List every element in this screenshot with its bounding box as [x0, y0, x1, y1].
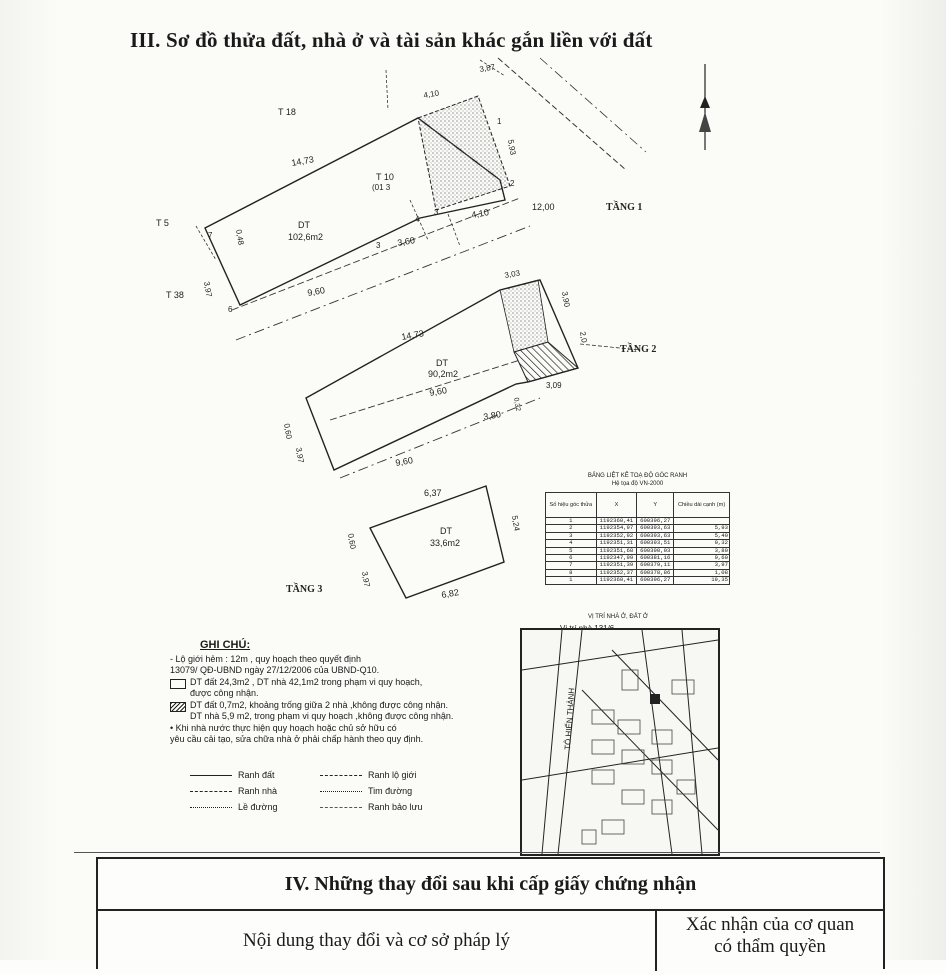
- coord-row: [546, 518, 730, 525]
- plot1-dim: 4,10: [470, 207, 490, 220]
- plot1-dim: 3,97: [202, 280, 214, 298]
- legend-label: Ranh nhà: [238, 786, 278, 796]
- coord-table-subtitle: Hệ tọa độ VN-2000: [611, 481, 664, 487]
- coord-cell: 5,93: [674, 525, 730, 532]
- coord-cell: 1: [546, 518, 597, 525]
- plot2-dim: 0,32: [512, 397, 522, 412]
- section-iv-title: IV. Những thay đổi sau khi cấp giấy chứng nhận: [98, 859, 883, 911]
- coord-cell: 7: [546, 562, 597, 569]
- dash-dot-line-icon: [320, 791, 362, 792]
- section-iv-col-confirmation: [657, 911, 883, 974]
- plot2-dim: 3,97: [294, 446, 306, 464]
- plot1-parcel-left: T 5: [156, 218, 169, 228]
- svg-text:6: 6: [228, 305, 233, 314]
- coord-cell: 600390,03: [637, 547, 674, 554]
- coord-cell: 600381,16: [637, 555, 674, 562]
- coord-col-header: Y: [637, 493, 674, 518]
- plot1-dim: 14,73: [290, 154, 315, 168]
- coord-cell: 3: [546, 532, 597, 539]
- plot2-dim: 9,60: [428, 385, 448, 398]
- plot1-dim: 9,60: [306, 285, 326, 298]
- plot2-dt-value: 90,2m2: [428, 369, 459, 379]
- coord-col-header: Chiều dài cạnh (m): [674, 493, 730, 518]
- coord-cell: 1192347,99: [596, 555, 637, 562]
- coord-row: [546, 532, 730, 539]
- svg-text:3: 3: [434, 208, 439, 217]
- svg-text:4: 4: [415, 215, 420, 224]
- plot1-dt-label: DT: [298, 220, 310, 230]
- coord-cell: 600393,51: [637, 540, 674, 547]
- divider: [74, 852, 880, 853]
- coord-cell: 1192360,41: [596, 577, 637, 584]
- plot1-dim: 4,10: [422, 88, 440, 100]
- coord-cell: 6: [546, 555, 597, 562]
- plot-floor-3: [286, 486, 522, 600]
- plot2-dim: 2,0: [578, 330, 589, 344]
- note-line: • Khi nhà nước thực hiện quy hoạch hoặc chủ sở hữu có: [170, 722, 397, 733]
- solid-line-icon: [190, 775, 232, 776]
- plot1-dim: 3,60: [396, 235, 416, 248]
- note-line: DT đất 24,3m2 , DT nhà 42,1m2 trong phạm vi quy hoạch,: [190, 676, 423, 687]
- coord-cell: 5,40: [674, 532, 730, 539]
- coord-row: [546, 547, 730, 554]
- coord-col-header: X: [596, 493, 637, 518]
- plot3-dt-value: 33,6m2: [430, 538, 461, 548]
- notes-block: [170, 640, 510, 746]
- section-iv-col-content: Nội dung thay đổi và cơ sở pháp lý: [98, 911, 657, 971]
- plot3-dim: 6,37: [424, 488, 442, 498]
- coord-cell: 4: [546, 540, 597, 547]
- legend-label: Ranh lộ giới: [368, 770, 417, 780]
- plot-floor-2: [282, 268, 656, 478]
- dashed-line-icon: [190, 791, 232, 792]
- coord-cell: 600396,27: [637, 518, 674, 525]
- coord-col-header: Số hiệu góc thửa: [546, 493, 597, 518]
- plot3-dim: 6,82: [440, 587, 460, 600]
- legend-label: Tim đường: [368, 786, 413, 796]
- floor-3-label: TẦNG 3: [286, 584, 323, 595]
- dashed-line-icon: [320, 775, 362, 776]
- plot2-dim: 3,80: [482, 409, 502, 422]
- plot1-parcel-bottom: T 38: [166, 290, 184, 300]
- coord-table-title: BẢNG LIỆT KÊ TOẠ ĐỘ GÓC RANH: [587, 473, 688, 479]
- coord-cell: 2: [546, 525, 597, 532]
- plot1-dim: 12,00: [532, 202, 555, 212]
- legend-label: Lề đường: [238, 802, 278, 812]
- plot3-dim: 3,97: [360, 570, 372, 588]
- floor-1-label: TẦNG 1: [606, 202, 643, 213]
- plot2-dim: 0,60: [282, 422, 294, 440]
- note-line: yêu cầu cải tạo, sửa chữa nhà ở phải chấp hành theo quy định.: [170, 734, 424, 744]
- coord-cell: 600378,86: [637, 569, 674, 576]
- confirmation-line-1: Xác nhận của cơ quan: [685, 914, 855, 935]
- map-street-name: TÔ HIẾN THÀNH: [563, 687, 577, 751]
- section-iv-table: [96, 857, 885, 969]
- coord-cell: 9,60: [674, 555, 730, 562]
- plot1-parcel-top: T 18: [278, 107, 296, 117]
- coord-cell: 600379,11: [637, 562, 674, 569]
- coord-cell: 600396,27: [637, 577, 674, 584]
- hatch-swatch-icon: [170, 702, 186, 712]
- dotted-line-icon: [190, 807, 232, 808]
- coord-row: [546, 569, 730, 576]
- plot1-parcel-mid: T 10: [376, 172, 394, 182]
- coord-cell: 600393,63: [637, 525, 674, 532]
- north-arrow-icon: [699, 64, 711, 150]
- plot2-dim: 3,90: [560, 290, 572, 308]
- plot2-dim: 14,73: [400, 328, 425, 342]
- floor-2-label: TẦNG 2: [620, 344, 657, 355]
- plot3-dt-label: DT: [440, 526, 452, 536]
- coord-cell: 1192351,31: [596, 540, 637, 547]
- coord-row: [546, 562, 730, 569]
- plot1-dt-value: 102,6m2: [288, 232, 324, 242]
- coord-row: [546, 577, 730, 584]
- plot1-dim: 0,48: [234, 228, 246, 246]
- coord-cell: 1: [546, 577, 597, 584]
- corner-coordinate-table: [545, 472, 730, 585]
- plot1-dim: 5,93: [506, 138, 518, 156]
- location-title: VỊ TRÍ NHÀ Ở, ĐẤT Ở: [588, 614, 649, 620]
- legend-label: Ranh bảo lưu: [368, 802, 423, 812]
- outline-swatch-icon: [170, 679, 186, 689]
- coord-cell: 1192352,37: [596, 569, 637, 576]
- plot2-dt-label: DT: [436, 358, 448, 368]
- coord-row: [546, 525, 730, 532]
- coord-cell: 3,80: [674, 547, 730, 554]
- note-line: DT nhà 5,9 m2, trong phạm vi quy hoạch ,không được công nhận.: [190, 711, 454, 721]
- coord-cell: 3,97: [674, 562, 730, 569]
- coord-cell: 0,32: [674, 540, 730, 547]
- coord-cell: 19,35: [674, 577, 730, 584]
- coord-cell: 1192351,68: [596, 547, 637, 554]
- note-line: DT đất 0,7m2, khoảng trống giữa 2 nhà ,không được công nhận.: [190, 699, 448, 710]
- svg-text:2: 2: [510, 179, 515, 188]
- plot1-parcel-mid-sub: (01 3: [372, 183, 391, 192]
- coord-cell: 1192352,92: [596, 532, 637, 539]
- plot3-dim: 0,60: [346, 532, 358, 550]
- plot3-dim: 5,24: [510, 514, 522, 532]
- coord-cell: 1,08: [674, 569, 730, 576]
- svg-text:7: 7: [208, 231, 213, 240]
- note-line: được công nhận.: [190, 688, 259, 698]
- svg-text:1: 1: [497, 117, 502, 126]
- plot2-dim: 3,03: [503, 268, 521, 280]
- plot2-dim: 9,60: [394, 455, 414, 468]
- coord-cell: 1192360,41: [596, 518, 637, 525]
- coord-cell: 1192351,39: [596, 562, 637, 569]
- confirmation-line-2: có thẩm quyền: [714, 936, 826, 957]
- coord-cell: 5: [546, 547, 597, 554]
- legend-label: Ranh đất: [238, 770, 275, 780]
- plot1-dim: 3,87: [478, 62, 496, 74]
- coord-row: [546, 540, 730, 547]
- svg-text:3: 3: [376, 241, 381, 250]
- note-line: - Lộ giới hẻm : 12m , quy hoạch theo quyết định: [170, 653, 362, 664]
- notes-heading: GHI CHÚ:: [200, 639, 251, 651]
- location-map: [520, 628, 720, 856]
- coord-cell: 1192354,97: [596, 525, 637, 532]
- section-iii-title: III. Sơ đồ thửa đất, nhà ở và tài sản khác gắn liền với đất: [130, 28, 653, 52]
- note-line: 13079/ QĐ-UBND ngày 27/12/2006 của UBND-Q10.: [170, 665, 380, 675]
- dashed-line-icon: [320, 807, 362, 808]
- plot2-dim: 3,09: [546, 381, 562, 390]
- coord-cell: 600393,63: [637, 532, 674, 539]
- coord-cell: 8: [546, 569, 597, 576]
- coord-row: [546, 555, 730, 562]
